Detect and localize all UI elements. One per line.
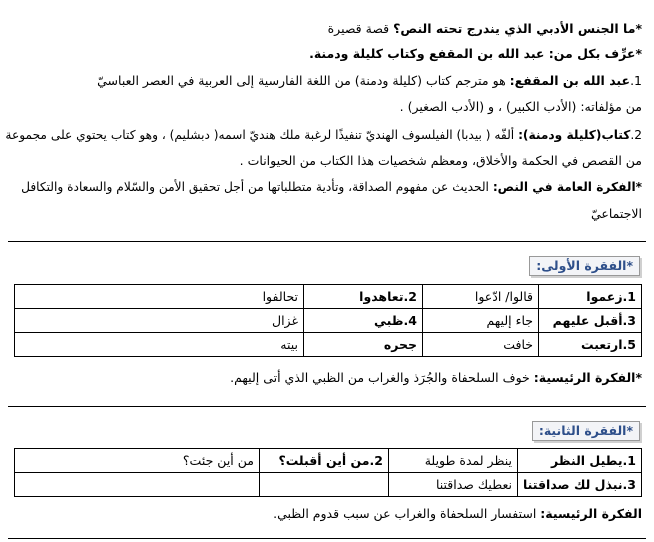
question-1 [12, 20, 642, 38]
definition-label: كتاب(كليلة ودمنة): [518, 128, 631, 142]
question-2-text: عرِّف بكل من: عبد الله بن المقفع وكتاب كليلة ودمنة. [309, 46, 636, 61]
main-idea-label: الفكرة الرئيسية: [540, 506, 642, 521]
section-1-main-idea [12, 369, 642, 387]
table-row [15, 473, 642, 497]
vocab-meaning: غزال [15, 309, 304, 333]
vocab-table-2 [14, 448, 642, 497]
vocab-meaning: من أين جئت؟ [15, 449, 260, 473]
table-row [15, 285, 642, 309]
vocab-meaning: قالوا/ ادّعوا [423, 285, 539, 309]
question-marker: * [635, 21, 642, 36]
definition-number: 1. [630, 73, 642, 88]
main-idea-text: استفسار السلحفاة والغراب عن سبب قدوم الظبي. [273, 506, 537, 521]
vocab-word [259, 473, 388, 497]
vocab-meaning: نعطيك صداقتنا [388, 473, 517, 497]
main-idea-text: خوف السلحفاة والجُرَذ والغراب من الظبي الذي أتى إليهم. [230, 370, 530, 385]
main-idea-label: *الفكرة الرئيسية: [533, 370, 642, 385]
section-2-main-idea [12, 505, 642, 523]
table-row [15, 449, 642, 473]
definition-text: ألفّه ( بيدبا) الفيلسوف الهنديّ تنفيذًا لرغبة ملك هنديّ اسمه( دبشليم) ، وهو كتاب يحتوي على مجموعة [5, 128, 515, 142]
question-1-text: ما الجنس الأدبي الذي يندرج تحته النص؟ [393, 21, 636, 36]
section-divider [8, 538, 646, 539]
question-2 [12, 45, 642, 63]
section-divider [8, 241, 646, 242]
general-idea-label: الفكرة العامة في النص: [492, 180, 636, 194]
definition-ibn-almuqaffa [12, 72, 642, 90]
vocab-word: 4.ظبي [304, 309, 423, 333]
vocab-meaning [15, 473, 260, 497]
vocab-meaning: ينظر لمدة طويلة [388, 449, 517, 473]
general-idea-text: الحديث عن مفهوم الصداقة، وتأدية متطلباتها من أجل تحقيق الأمن والسّلام والسعادة والتكافل [21, 180, 489, 194]
vocab-word: 3.نبذل لك صداقتنا [517, 473, 641, 497]
question-marker: * [635, 46, 642, 61]
vocab-table-1 [14, 284, 642, 357]
definition-number: 2. [630, 128, 642, 142]
vocab-word: 2.من أين أقبلت؟ [259, 449, 388, 473]
definition-ibn-almuqaffa-cont [12, 98, 642, 116]
definition-label: عبد الله بن المقفع: [509, 73, 631, 88]
question-1-answer: قصة قصيرة [327, 21, 390, 36]
general-idea-cont [12, 205, 642, 223]
definition-text: هو مترجم كتاب (كليلة ودمنة) من اللغة الفارسية إلى العربية في العصر العباسيّ [97, 73, 506, 88]
vocab-word: 3.أقبل عليهم [539, 309, 642, 333]
section-2-title: *الفقرة الثانية: [532, 421, 640, 441]
definition-kalila-dimna [5, 126, 642, 144]
definition-text-cont: من القصص في الحكمة والأخلاق، ومعظم شخصيات هذا الكتاب من الحيوانات . [239, 153, 642, 168]
vocab-meaning: تحالفوا [15, 285, 304, 309]
general-idea [12, 178, 642, 196]
vocab-word: 1.زعموا [539, 285, 642, 309]
general-idea-text-cont: الاجتماعيّ [590, 206, 642, 221]
section-divider [8, 406, 646, 407]
vocab-word: 2.تعاهدوا [304, 285, 423, 309]
section-1-title: *الفقرة الأولى: [529, 256, 640, 276]
definition-kalila-dimna-cont [12, 152, 642, 170]
vocab-word: 5.ارتعبت [539, 333, 642, 357]
table-row [15, 333, 642, 357]
vocab-meaning: جاء إليهم [423, 309, 539, 333]
vocab-word: 1.يطيل النظر [517, 449, 641, 473]
vocab-word: جحره [304, 333, 423, 357]
vocab-meaning: بيته [15, 333, 304, 357]
general-idea-marker: * [635, 180, 642, 194]
vocab-meaning: خافت [423, 333, 539, 357]
definition-text-cont: من مؤلفاته: (الأدب الكبير) ، و (الأدب الصغير) . [399, 99, 642, 114]
table-row [15, 309, 642, 333]
